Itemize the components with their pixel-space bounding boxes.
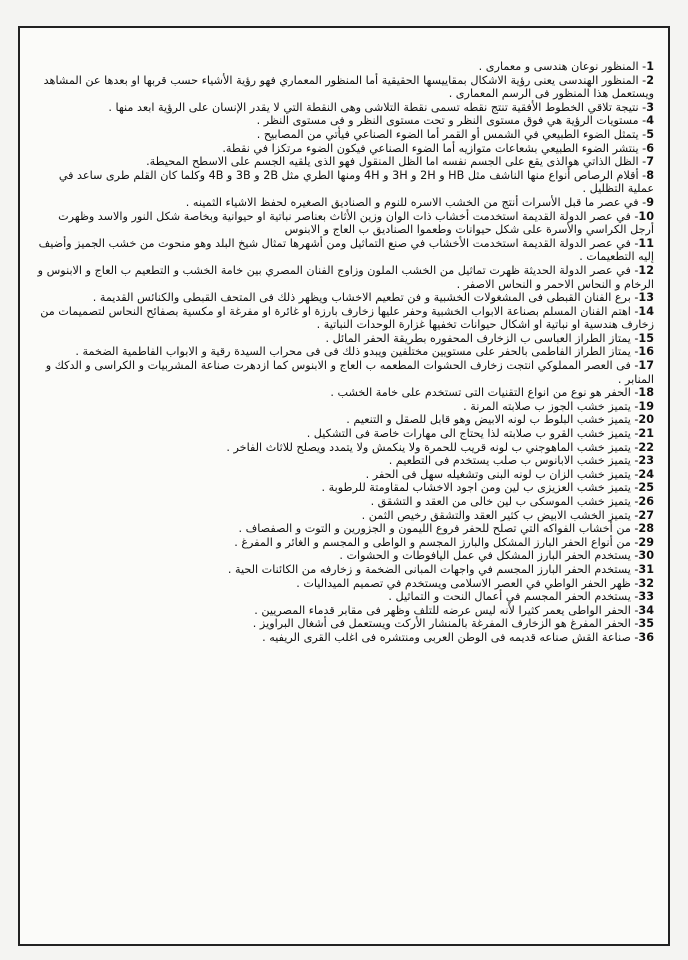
list-item: 23- يتميز خشب الابانوس ب صلب يستخدم فى التطعيم . (388, 454, 654, 468)
item-text: ينتشر الضوء الطبيعي بشعاعات متوازيه أما الضوء الصناعي فيكون الضوء مرتكزا في نقطة. (222, 141, 639, 155)
list-item: 27- يتميز الخشب الابيض ب كثير العقد والتشقق رخيص الثمن . (361, 508, 654, 522)
list-item: 8- أقلام الرصاص أنواع منها الناشف مثل HB و 2H و 3H و 4H ومنها الطري مثل 2B و 3B و 4B وكلما كان القلم طرى ساعد في عملية التظليل . (58, 168, 654, 196)
item-number: 8 (646, 168, 654, 182)
item-text: يستخدم الحفر البارز المشكل في عمل اليافوطات و الحشوات . (339, 549, 631, 563)
item-number: 21 (638, 427, 654, 441)
item-text: يتميز خشب الزان ب لونه البنى وتشغيله سهل فى الحفر . (365, 467, 631, 481)
item-text: يتميز خشب البلوط ب لونه الابيض وهو قابل للصقل و التنعيم . (346, 413, 631, 427)
item-text: يتمثل الضوء الطبيعي في الشمس أو القمر أما الضوء الصناعي فيأتي من المصابيح . (256, 127, 639, 141)
item-number: 3 (646, 100, 654, 114)
item-number: 34 (638, 603, 654, 617)
item-text: يستخدم الحفر البارز المجسم في واجهات المبانى الضخمة و زخارفه من الكائنات الحية . (227, 562, 631, 576)
list-item: 33- يستخدم الحفر المجسم في أعمال النحت و التماثيل . (388, 590, 654, 604)
item-text: برع الفنان القبطى فى المشغولات الخشبية و فن تطعيم الاخشاب ويظهر ذلك فى المتحف القبطى والكنائس القديمة . (92, 291, 631, 305)
item-number: 31 (638, 562, 654, 576)
item-text: اهتم الفنان المسلم بصناعة الابواب الخشبية وحفر عليها زخارف بارزة او غائرة او مفرغة او مكسية بصفائح النحاس لتصميمات من زخارف هندسية او نباتية او اشكال حيوانات تخفيها غزارة الوحدات النباتية . (40, 304, 654, 332)
item-text: صناعة القش صناعه قديمه فى الوطن العربى ومنتشره فى اغلب القرى الريفيه . (262, 630, 631, 644)
item-number: 33 (638, 590, 654, 604)
item-number: 20 (638, 413, 654, 427)
list-item: 12- في عصر الدولة الحديثة ظهرت تماثيل من الخشب الملون وزاوج الفنان المصري بين خامة الخشب و التطعيم ب العاج و الابنوس و الرخام و النحاس الاحمر و النحاس الاصفر . (37, 263, 654, 291)
item-text: في عصر الدولة القديمة استخدمت الأخشاب في صنع التماثيل ومن أشهرها تمثال شيخ البلد وهو منحوت من خشب الجميز وأضيف إليه التطعيمات . (38, 236, 654, 264)
item-text: يمتاز الطراز العباسى ب الزخارف المحفوره بطريقة الحفر المائل . (325, 331, 631, 345)
list-item: 29- من أنواع الحفر البارز المشكل والبارز المجسم و الواطى و المجسم و الغائر و المفرغ . (234, 535, 654, 549)
list-item: 3- نتيجة تلاقي الخطوط الأفقية تنتج نقطه تسمى نقطة التلاشى وهى النقطة التي لا يقدر الإنسان على الرؤية ابعد منها . (108, 100, 654, 114)
item-text: يتميز خشب الجوز ب صلابته المرنة . (463, 399, 631, 413)
list-item: 35- الحفر المفرغ هو الزخارف المفرغة بالمنشار الأركت ويستعمل فى أشغال البراويز . (252, 617, 654, 631)
item-number: 18 (638, 386, 654, 400)
item-text: يتميز خشب الماهوجني ب لونه قريب للحمرة ولا ينكمش ولا يتمدد ويصلح للاثاث الفاخر . (226, 440, 631, 454)
item-text: أقلام الرصاص أنواع منها الناشف مثل HB و 2H و 3H و 4H ومنها الطري مثل 2B و 3B و 4B وكلما كان القلم طرى ساعد في عملية التظليل . (58, 168, 654, 196)
list-item: 22- يتميز خشب الماهوجني ب لونه قريب للحمرة ولا ينكمش ولا يتمدد ويصلح للاثاث الفاخر . (226, 440, 654, 454)
item-number: 36 (638, 630, 654, 644)
item-text: يستخدم الحفر المجسم في أعمال النحت و التماثيل . (388, 590, 631, 604)
item-number: 11 (638, 236, 654, 250)
item-number: 17 (638, 359, 654, 373)
list-item: 19- يتميز خشب الجوز ب صلابته المرنة . (463, 399, 654, 413)
list-item: 21- يتميز خشب القرو ب صلابته لذا يحتاج الى مهارات خاصة فى التشكيل . (306, 427, 654, 441)
list-item: 7- الظل الذاتي هوالذى يقع على الجسم نفسه اما الظل المنقول فهو الذى يلقيه الجسم على الاسطح المحيطة. (146, 155, 654, 169)
numbered-list (34, 60, 654, 645)
item-text: يمتاز الطراز الفاطمى بالحفر على مستويين مختلفين ويبدو ذلك فى فى محراب السيدة رقية و الابواب الفاطمية الضخمة . (75, 345, 631, 359)
list-item: 15- يمتاز الطراز العباسى ب الزخارف المحفوره بطريقة الحفر المائل . (325, 331, 654, 345)
item-text: يتميز خشب القرو ب صلابته لذا يحتاج الى مهارات خاصة فى التشكيل . (306, 427, 631, 441)
list-item: 26- يتميز خشب الموسكى ب لين خالى من العقد و التشقق . (370, 495, 654, 508)
item-number: 10 (638, 209, 654, 223)
item-text: ظهر الحفر الواطي في العصر الاسلامى ويستخدم في تصميم الميداليات . (296, 576, 631, 590)
list-item: 1- المنظور نوعان هندسى و معمارى . (478, 60, 654, 73)
item-text: من أنواع الحفر البارز المشكل والبارز المجسم و الواطى و المجسم و الغائر و المفرغ . (234, 535, 631, 549)
item-number: 19 (638, 399, 654, 413)
list-item: 16- يمتاز الطراز الفاطمى بالحفر على مستويين مختلفين ويبدو ذلك فى فى محراب السيدة رقية و الابواب الفاطمية الضخمة . (75, 345, 654, 359)
item-number: 13 (638, 291, 654, 305)
item-text: من أخشاب الفواكه التي تصلح للحفر فروع الليمون و الجزورين و التوت و الصفصاف . (238, 522, 631, 536)
item-number: 22 (638, 440, 654, 454)
item-number: 6 (646, 141, 654, 155)
list-item: 31- يستخدم الحفر البارز المجسم في واجهات المبانى الضخمة و زخارفه من الكائنات الحية . (227, 562, 654, 576)
item-text: نتيجة تلاقي الخطوط الأفقية تنتج نقطه تسمى نقطة التلاشى وهى النقطة التي لا يقدر الإنسان على الرؤية ابعد منها . (108, 100, 639, 114)
item-number: 1 (646, 60, 654, 73)
item-number: 28 (638, 522, 654, 536)
item-text: الحفر هو نوع من انواع التقنيات التى تستخدم على خامة الخشب . (330, 386, 631, 400)
item-number: 35 (638, 617, 654, 631)
item-number: 9 (646, 195, 654, 209)
item-text: يتميز خشب العزيزى ب لين ومن اجود الاخشاب لمقاومتة للرطوبة . (321, 481, 631, 495)
list-item: 34- الحفر الواطى يعمر كثيرا لأنه ليس عرضه للتلف وظهر فى مقابر قدماء المصريين . (254, 603, 654, 617)
item-text: يتميز الخشب الابيض ب كثير العقد والتشقق رخيص الثمن . (361, 508, 631, 522)
item-number: 14 (638, 304, 654, 318)
document-page (18, 26, 670, 946)
item-text: المنظور الهندسى يعنى رؤية الاشكال بمقاييسها الحقيقية أما المنظور المعماري فهو رؤية الأشياء حسب قربها او بعدها عن المشاهد ويستعمل هذا المنظور فى الرسم المعمارى . (43, 73, 654, 101)
item-number: 24 (638, 467, 654, 481)
item-text: في عصر الدولة الحديثة ظهرت تماثيل من الخشب الملون وزاوج الفنان المصري بين خامة الخشب و التطعيم ب العاج و الابنوس و الرخام و النحاس الاحمر و النحاس الاصفر . (37, 263, 654, 291)
list-item: 25- يتميز خشب العزيزى ب لين ومن اجود الاخشاب لمقاومتة للرطوبة . (321, 481, 654, 495)
item-number: 15 (638, 331, 654, 345)
item-number: 32 (638, 576, 654, 590)
list-item: 17- فى العصر المملوكي انتجت زخارف الحشوات المطعمه ب العاج و الابنوس كما ازدهرت صناعة المشربيات و الكراسى و الدكك و المنابر . (45, 359, 654, 386)
list-item: 4- مستويات الرؤية هي فوق مستوى النظر و تحت مستوى النظر و فى مستوى النظر . (256, 114, 654, 128)
item-text: الحفر المفرغ هو الزخارف المفرغة بالمنشار الأركت ويستعمل فى أشغال البراويز . (252, 617, 631, 631)
item-number: 29 (638, 535, 654, 549)
item-text: في عصر ما قبل الأسرات أنتج من الخشب الاسره للنوم و الصناديق الصغيره لحفظ الاشياء الثمينه . (185, 195, 639, 209)
list-item: 30- يستخدم الحفر البارز المشكل في عمل اليافوطات و الحشوات . (339, 549, 654, 563)
item-text: فى العصر المملوكي انتجت زخارف الحشوات المطعمه ب العاج و الابنوس كما ازدهرت صناعة المشربيات و الكراسى و الدكك و المنابر . (45, 359, 654, 386)
item-text: المنظور نوعان هندسى و معمارى . (478, 60, 639, 73)
item-number: 27 (638, 508, 654, 522)
list-item: 6- ينتشر الضوء الطبيعي بشعاعات متوازيه أما الضوء الصناعي فيكون الضوء مرتكزا في نقطة. (222, 141, 654, 155)
item-number: 7 (646, 155, 654, 169)
list-item: 10- في عصر الدولة القديمة استخدمت أخشاب ذات الوان وزين الأثاث بعناصر نباتية او حيوانية وبخاصة شكل النور والاسد وظهرت أرجل الكراسي والأسرة على شكل حيوانات وطعموا الصناديق ب العاج و الابنوس (58, 209, 654, 237)
item-number: 5 (646, 127, 654, 141)
list-item: 14- اهتم الفنان المسلم بصناعة الابواب الخشبية وحفر عليها زخارف بارزة او غائرة او مفرغة او مكسية بصفائح النحاس لتصميمات من زخارف هندسية او نباتية او اشكال حيوانات تخفيها غزارة الوحدات النباتية . (40, 304, 654, 332)
item-number: 26 (638, 495, 654, 508)
list-item: 5- يتمثل الضوء الطبيعي في الشمس أو القمر أما الضوء الصناعي فيأتي من المصابيح . (256, 127, 654, 141)
list-item: 24- يتميز خشب الزان ب لونه البنى وتشغيله سهل فى الحفر . (365, 467, 654, 481)
item-text: الظل الذاتي هوالذى يقع على الجسم نفسه اما الظل المنقول فهو الذى يلقيه الجسم على الاسطح المحيطة. (146, 155, 639, 169)
list-item: 36- صناعة القش صناعه قديمه فى الوطن العربى ومنتشره فى اغلب القرى الريفيه . (262, 630, 654, 644)
list-item: 11- في عصر الدولة القديمة استخدمت الأخشاب في صنع التماثيل ومن أشهرها تمثال شيخ البلد وهو منحوت من خشب الجميز وأضيف إليه التطعيمات . (38, 236, 654, 264)
list-item: 9- في عصر ما قبل الأسرات أنتج من الخشب الاسره للنوم و الصناديق الصغيره لحفظ الاشياء الثمينه . (185, 195, 654, 209)
item-number: 30 (638, 549, 654, 563)
list-item: 2- المنظور الهندسى يعنى رؤية الاشكال بمقاييسها الحقيقية أما المنظور المعماري فهو رؤية الأشياء حسب قربها او بعدها عن المشاهد ويستعمل هذا المنظور فى الرسم المعمارى . (43, 73, 654, 101)
item-number: 4 (646, 114, 654, 128)
item-number: 16 (638, 345, 654, 359)
list-item: 18- الحفر هو نوع من انواع التقنيات التى تستخدم على خامة الخشب . (330, 386, 654, 400)
item-text: يتميز خشب الموسكى ب لين خالى من العقد و التشقق . (370, 495, 631, 508)
item-number: 2 (646, 73, 654, 87)
item-text: يتميز خشب الابانوس ب صلب يستخدم فى التطعيم . (388, 454, 631, 468)
item-number: 23 (638, 454, 654, 468)
list-item: 13- برع الفنان القبطى فى المشغولات الخشبية و فن تطعيم الاخشاب ويظهر ذلك فى المتحف القبطى والكنائس القديمة . (92, 291, 654, 305)
item-number: 25 (638, 481, 654, 495)
list-item: 32- ظهر الحفر الواطي في العصر الاسلامى ويستخدم في تصميم الميداليات . (296, 576, 654, 590)
list-item: 20- يتميز خشب البلوط ب لونه الابيض وهو قابل للصقل و التنعيم . (346, 413, 654, 427)
item-number: 12 (638, 263, 654, 277)
list-item: 28- من أخشاب الفواكه التي تصلح للحفر فروع الليمون و الجزورين و التوت و الصفصاف . (238, 522, 654, 536)
item-text: الحفر الواطى يعمر كثيرا لأنه ليس عرضه للتلف وظهر فى مقابر قدماء المصريين . (254, 603, 631, 617)
item-text: مستويات الرؤية هي فوق مستوى النظر و تحت مستوى النظر و فى مستوى النظر . (256, 114, 639, 128)
item-text: في عصر الدولة القديمة استخدمت أخشاب ذات الوان وزين الأثاث بعناصر نباتية او حيوانية وبخاصة شكل النور والاسد وظهرت أرجل الكراسي والأسرة على شكل حيوانات وطعموا الصناديق ب العاج و الابنوس (58, 209, 654, 237)
